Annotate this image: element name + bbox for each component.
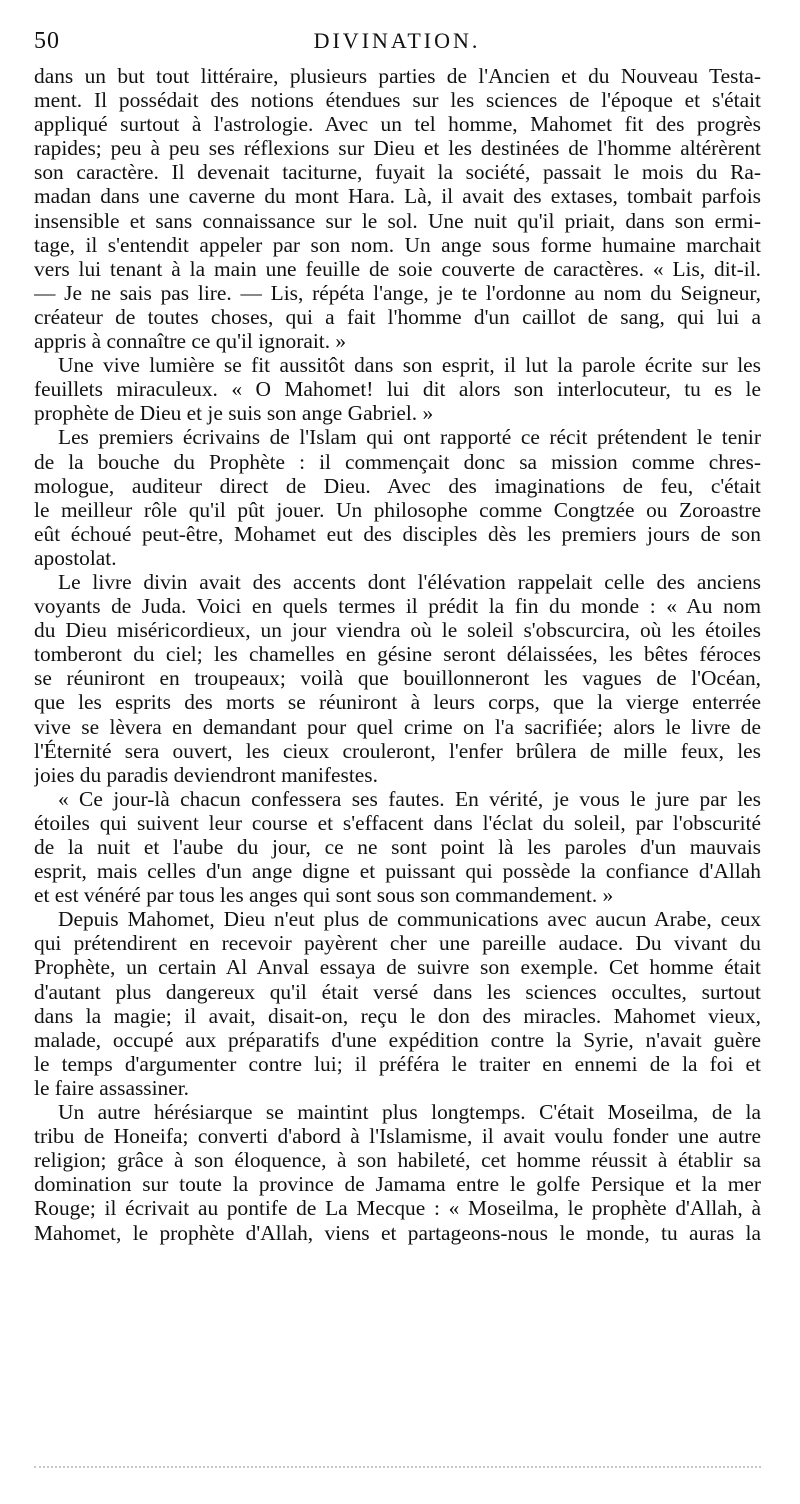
text-line: tage, il s'entendit appeler par son nom. Un ange sous forme humaine marchait <box>34 232 761 257</box>
text-line: Le livre divin avait des accents dont l'élévation rappelait celle des anciens <box>58 569 761 594</box>
text-line: mologue, auditeur direct de Dieu. Avec des imaginations de feu, c'était <box>34 473 761 498</box>
text-line: Une vive lumière se fit aussitôt dans son esprit, il lut la parole écrite sur les <box>58 353 761 378</box>
text-line: appris à connaître ce qu'il ignorait. » <box>34 329 347 354</box>
text-line: domination sur toute la province de Jamama entre le golfe Persique et la mer <box>34 1172 761 1197</box>
text-line: eût échoué peut-être, Mohamet eut des disciples dès les premiers jours de son <box>34 521 761 546</box>
text-line: l'Éternité sera ouvert, les cieux crouleront, l'enfer brûlera de mille feux, les <box>34 738 761 763</box>
text-line: appliqué surtout à l'astrologie. Avec un tel homme, Mahomet fit des progrès <box>34 112 761 137</box>
text-line: que les esprits des morts se réuniront à leurs corps, que la vierge enterrée <box>34 690 761 715</box>
text-line: rapides; peu à peu ses réflexions sur Dieu et les destinées de l'homme altérèrent <box>34 136 761 161</box>
running-title: DIVINATION. <box>313 28 481 53</box>
text-line: voyants de Juda. Voici en quels termes il prédit la fin du monde : « Au nom <box>34 594 761 619</box>
text-line: insensible et sans connaissance sur le sol. Une nuit qu'il priait, dans son ermi- <box>34 208 761 233</box>
text-line: dans un but tout littéraire, plusieurs parties de l'Ancien et du Nouveau Testa- <box>34 64 761 88</box>
text-line: Un autre hérésiarque se maintint plus longtemps. C'était Moseilma, de la <box>58 1100 761 1125</box>
text-line: se réuniront en troupeaux; voilà que bouillonneront les vagues de l'Océan, <box>34 666 761 691</box>
text-line: son caractère. Il devenait taciturne, fuyait la société, passait le mois du Ra- <box>34 160 761 185</box>
text-line: et est vénéré par tous les anges qui sont sous son commandement. » <box>34 883 614 908</box>
body-text <box>34 64 761 1245</box>
text-line: de la bouche du Prophète : il commençait donc sa mission comme chres- <box>34 449 761 474</box>
text-line: Prophète, un certain Al Anval essaya de suivre son exemple. Cet homme était <box>34 955 761 980</box>
text-line: Rouge; il écrivait au pontife de La Mecque : « Moseilma, le prophète d'Allah, à <box>34 1196 761 1221</box>
text-line: Depuis Mahomet, Dieu n'eut plus de communications avec aucun Arabe, ceux <box>58 907 761 932</box>
text-line: le faire assassiner. <box>34 1075 190 1100</box>
text-line: tribu de Honeifa; converti d'abord à l'Islamisme, il avait voulu fonder une autre <box>34 1124 761 1149</box>
page-header <box>34 28 760 60</box>
page-number: 50 <box>34 28 60 54</box>
text-line: madan dans une caverne du mont Hara. Là, il avait des extases, tombait parfois <box>34 184 761 209</box>
text-line: le meilleur rôle qu'il pût jouer. Un philosophe comme Congtzée ou Zoroastre <box>34 497 761 522</box>
text-line: vive se lèvera en demandant pour quel crime on l'a sacrifiée; alors le livre de <box>34 714 761 739</box>
text-line: vers lui tenant à la main une feuille de soie couverte de caractères. « Lis, dit-il. <box>34 256 761 281</box>
text-line: créateur de toutes choses, qui a fait l'homme d'un caillot de sang, qui lui a <box>34 304 761 329</box>
text-line: Mahomet, le prophète d'Allah, viens et partageons-nous le monde, tu auras la <box>34 1220 761 1245</box>
text-line: malade, occupé aux préparatifs d'une expédition contre la Syrie, n'avait guère <box>34 1027 761 1052</box>
footer-bleed-through <box>34 1466 761 1470</box>
text-line: qui prétendirent en recevoir payèrent cher une pareille audace. Du vivant du <box>34 931 761 956</box>
text-line: de la nuit et l'aube du jour, ce ne sont point là les paroles d'un mauvais <box>34 835 761 859</box>
text-line: — Je ne sais pas lire. — Lis, répéta l'ange, je te l'ordonne au nom du Seigneur, <box>34 280 761 305</box>
text-line: prophète de Dieu et je suis son ange Gabriel. » <box>34 401 434 426</box>
text-line: dans la magie; il avait, disait-on, reçu le don des miracles. Mahomet vieux, <box>34 1003 761 1028</box>
text-line: tomberont du ciel; les chamelles en gésine seront délaissées, les bêtes féroces <box>34 642 761 667</box>
text-line: du Dieu miséricordieux, un jour viendra où le soleil s'obscurcira, où les étoiles <box>34 618 761 643</box>
text-line: religion; grâce à son éloquence, à son habileté, cet homme réussit à établir sa <box>34 1148 761 1173</box>
text-line: joies du paradis deviendront manifestes. <box>34 762 378 787</box>
text-line: le temps d'argumenter contre lui; il préféra le traiter en ennemi de la foi et <box>34 1051 761 1076</box>
text-line: ment. Il possédait des notions étendues sur les sciences de l'époque et s'était <box>34 88 761 113</box>
text-line: Les premiers écrivains de l'Islam qui ont rapporté ce récit prétendent le tenir <box>58 425 761 450</box>
text-line: feuillets miraculeux. « O Mahomet! lui dit alors son interlocuteur, tu es le <box>34 377 761 402</box>
text-line: « Ce jour-là chacun confessera ses fautes. En vérité, je vous le jure par les <box>58 786 761 811</box>
text-line: étoiles qui suivent leur course et s'effacent dans l'éclat du soleil, par l'obscurité <box>34 810 761 835</box>
text-line: d'autant plus dangereux qu'il était versé dans les sciences occultes, surtout <box>34 979 761 1004</box>
text-line: apostolat. <box>34 545 117 570</box>
text-line: esprit, mais celles d'un ange digne et puissant qui possède la confiance d'Allah <box>34 859 761 884</box>
